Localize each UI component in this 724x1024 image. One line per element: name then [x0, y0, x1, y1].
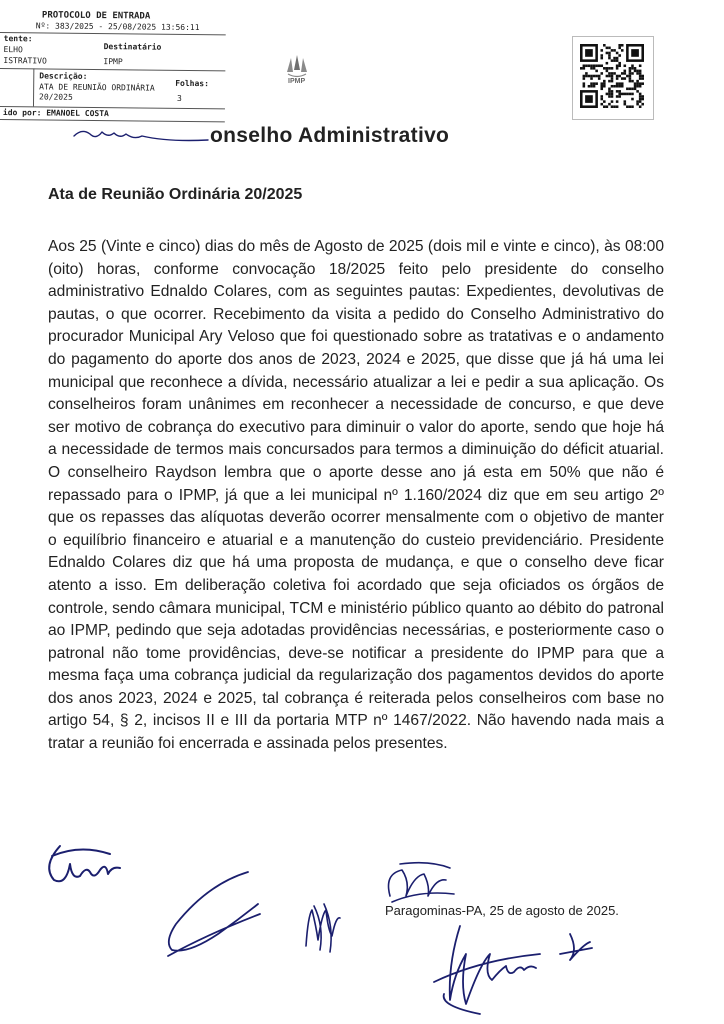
stamp-folhas-value: 3: [177, 93, 182, 103]
stamp-remetente-line2: ISTRATIVO: [3, 56, 47, 66]
header-title: onselho Administrativo: [210, 124, 450, 147]
ipmp-logo-icon: [282, 52, 312, 90]
document-body: Aos 25 (Vinte e cinco) dias do mês de Agosto de 2025 (dois mil e vinte e cinco), às 08:00 (oito) horas, conforme convocação 18/2025 feito pelo presidente do conselho administrativo Ednaldo Colares, com as seguintes pautas: Expedientes, devolutivas de pautas, o que ocorrer. Recebimento da visita a pedido do Conselho Administrativo do procurador Municipal Ary Veloso que foi questionado sobre as tratativas e o andamento do pagamento do aporte dos anos de 2023, 2024 e 2025, que disse que já há uma lei municipal que reconhece a dívida, necessário atualizar a lei e pedir a sua aplicação. Os conselheiros foram unânimes em reconhecer a necessidade de concurso, e que deve ser motivo de cobrança do executivo para diminuir o valor do aporte, sendo que hoje há a necessidade de termos mais concursados para termos a diminuição do déficit atuarial. O conselheiro Raydson lembra que o aporte desse ano já esta em 50% que não é repassado para o IPMP, já que a lei municipal nº 1.160/2024 diz que em seu artigo 2º que os repasses das alíquotas deverão ocorrer mensalmente com o objetivo de manter o equilíbrio financeiro e atuarial e a manutenção do custeio previdenciário. Presidente Ednaldo Colares diz que há uma proposta de mudança, e que o conselho deve ficar atento a isso. Em deliberação coletiva foi acordado que seja oficiados os órgãos de controle, sendo câmara municipal, TCM e ministério público quanto ao débito do patronal ao IPMP, pedindo que seja adotadas providências necessárias, e posteriormente caso o patronal não tome providências, deve-se notificar a presidente do IPMP para que a mesma faça uma cobrança judicial da regularização dos pagamentos devidos do aporte dos anos 2023, 2024 e 2025, tal cobrança é reiterada pelos conselheiros com base no artigo 54, § 2, incisos II e III da portaria MTP nº 1467/2022. Não havendo nada mais a tratar a reunião foi encerrada e assinada pelos presentes.: [48, 238, 665, 753]
signature-2: [148, 864, 268, 964]
stamp-descricao-line2: 20/2025: [39, 92, 73, 102]
protocol-stamp: [0, 8, 228, 122]
stamp-folhas-label: Folhas:: [175, 78, 209, 89]
signature-1: [40, 836, 130, 896]
stamp-remetente-line1: ELHO: [3, 45, 23, 55]
place-date: Paragominas-PA, 25 de agosto de 2025.: [385, 903, 619, 918]
logo-text: IPMP: [288, 78, 306, 85]
stamp-number: Nº: 383/2025 - 25/08/2025 13:56:11: [35, 21, 200, 33]
stamp-destinatario-label: Destinatário: [103, 42, 162, 52]
document-title: Ata de Reunião Ordinária 20/2025: [48, 186, 303, 203]
stamp-descricao-label: Descrição:: [39, 71, 88, 81]
signature-3: [300, 896, 350, 956]
stamp-title: PROTOCOLO DE ENTRADA: [41, 10, 151, 22]
stamp-signature: [68, 124, 218, 154]
stamp-remetente-label: tente:: [3, 34, 33, 44]
stamp-descricao-line1: ATA DE REUNIÃO ORDINÁRIA: [39, 82, 155, 93]
qr-code-icon: [580, 44, 644, 108]
stamp-destinatario-value: IPMP: [103, 57, 123, 67]
stamp-recebido: ido por: EMANOEL COSTA: [2, 108, 109, 119]
signature-5: [420, 914, 620, 1024]
